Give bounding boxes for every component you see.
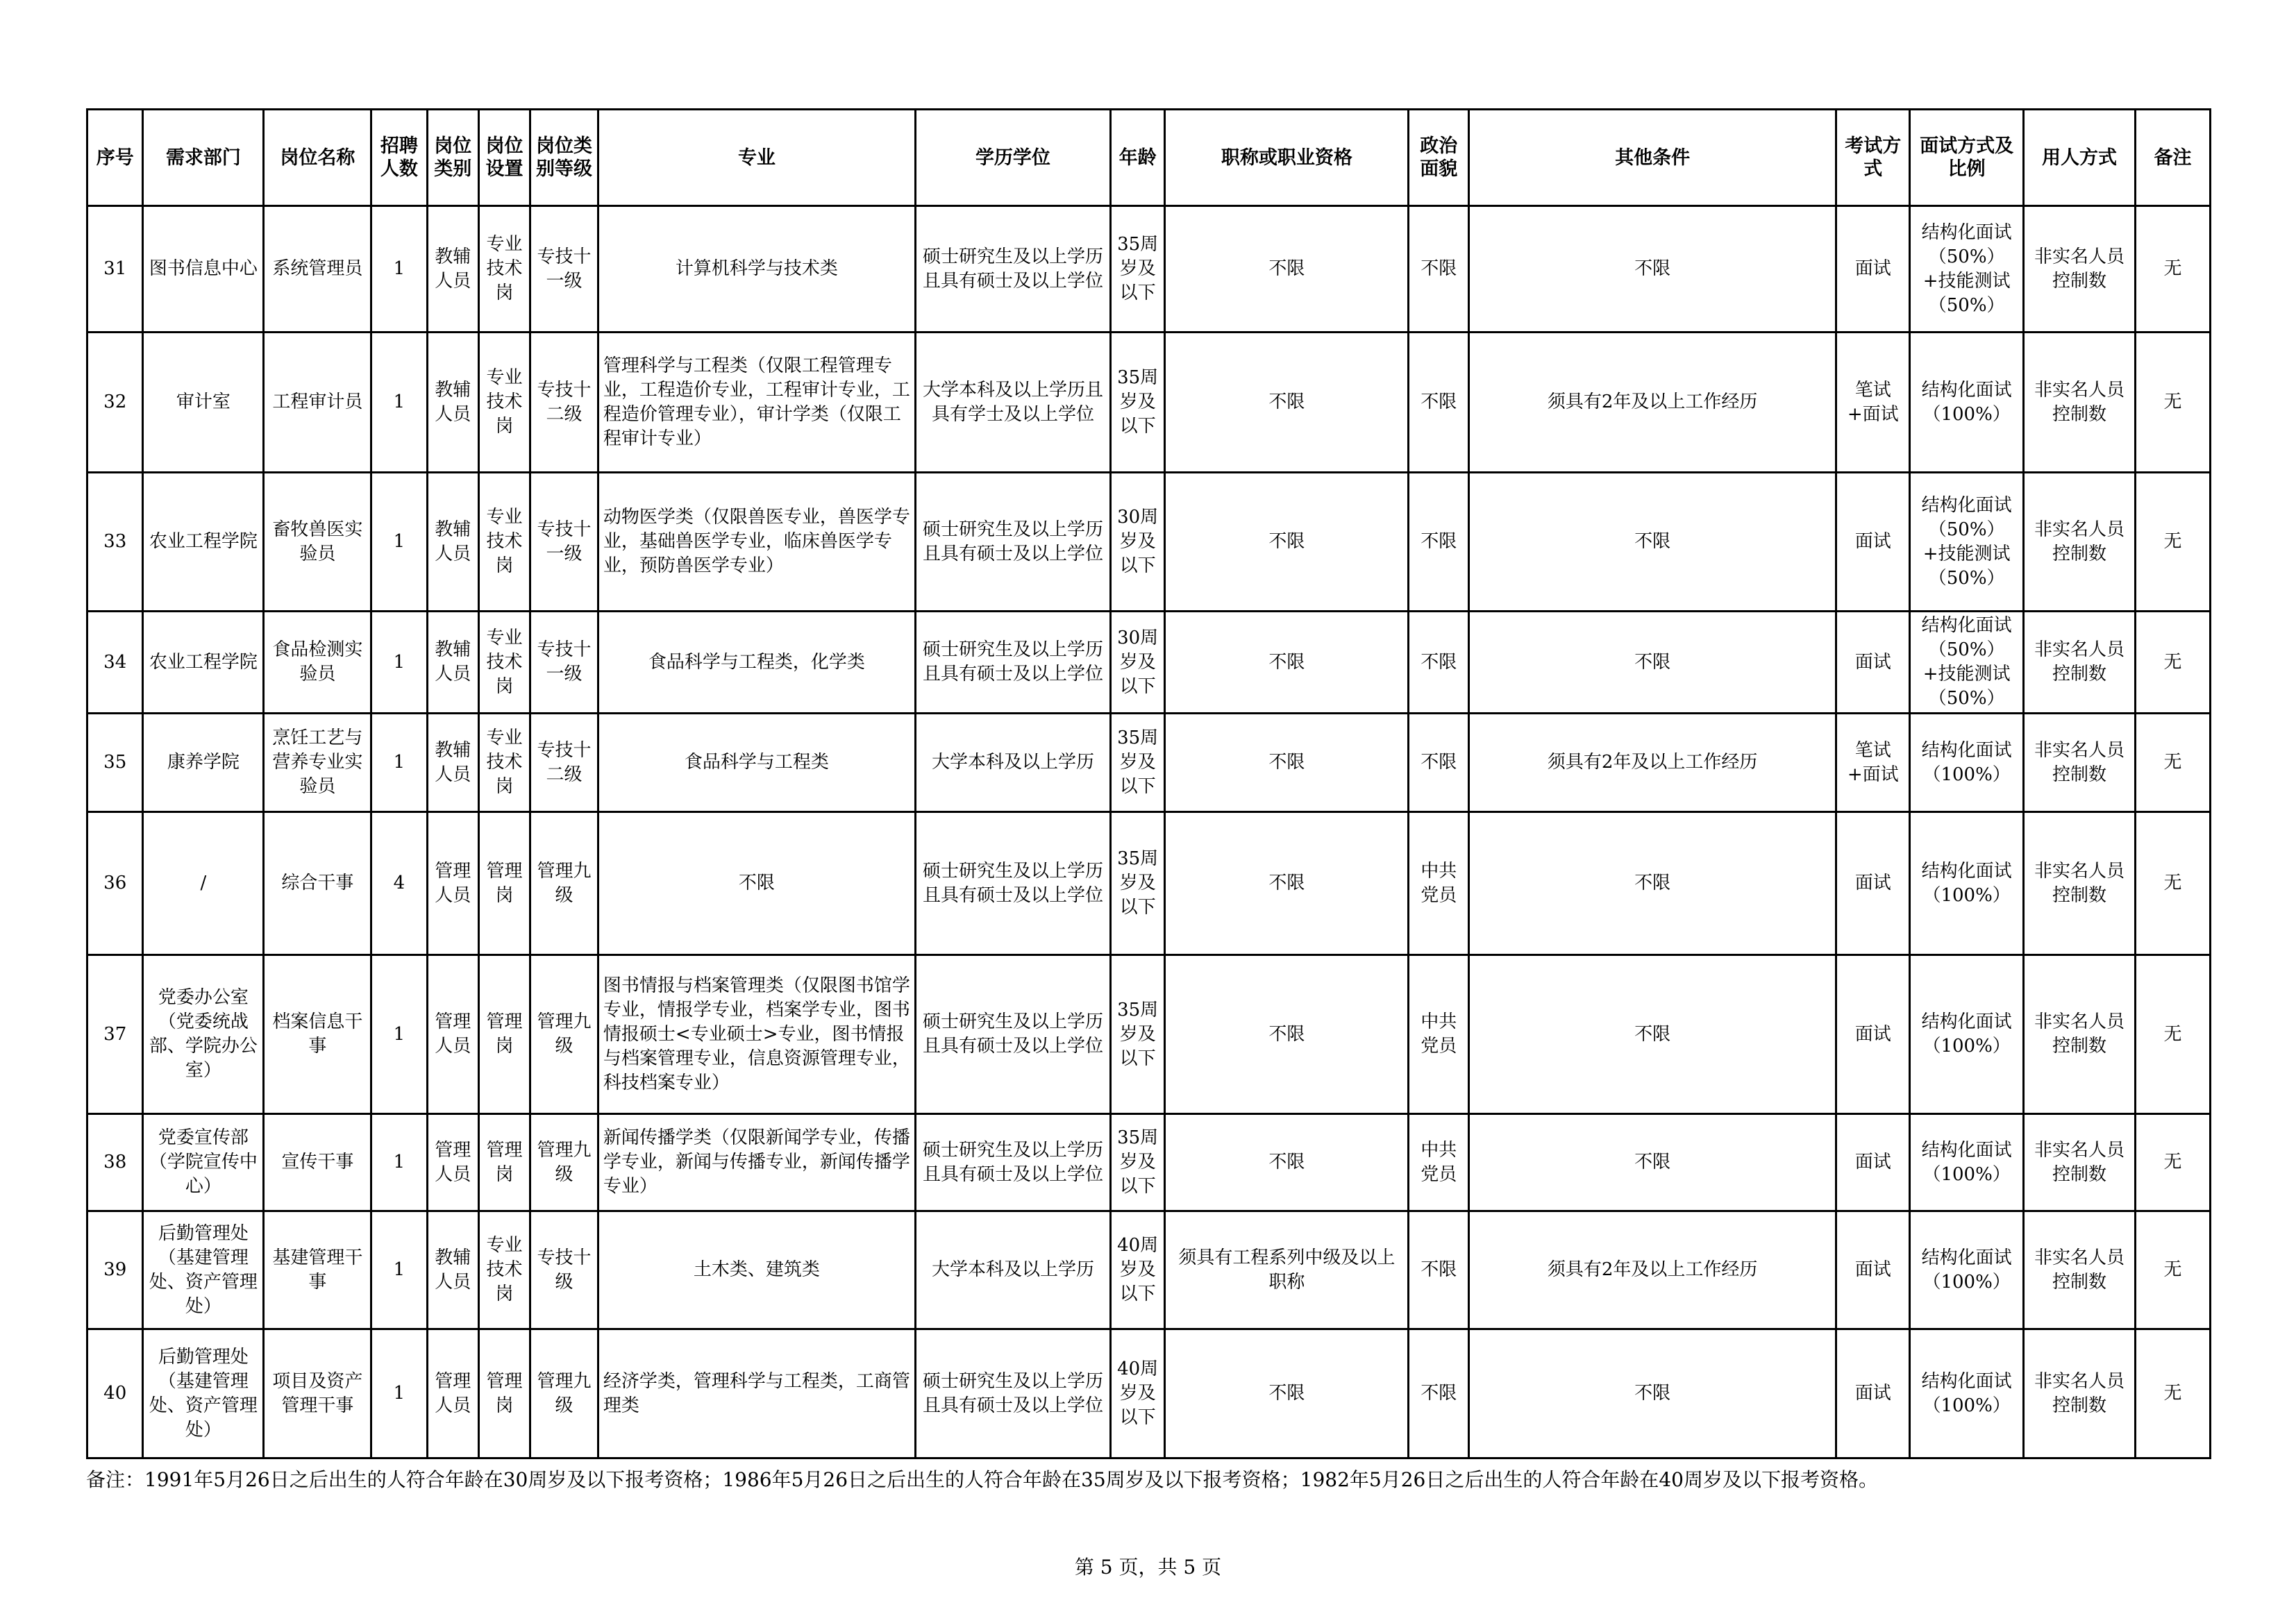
cell-title: 须具有工程系列中级及以上职称	[1165, 1211, 1409, 1329]
cell-remark: 无	[2135, 1329, 2210, 1458]
cell-remark: 无	[2135, 333, 2210, 473]
cell-count: 1	[371, 473, 427, 612]
cell-level: 管理九级	[530, 1114, 598, 1211]
header-cell: 招聘人数	[371, 110, 427, 206]
cell-post: 项目及资产管理干事	[264, 1329, 371, 1458]
cell-title: 不限	[1165, 333, 1409, 473]
header-cell: 考试方式	[1836, 110, 1910, 206]
cell-count: 1	[371, 714, 427, 812]
cell-edu: 硕士研究生及以上学历且具有硕士及以上学位	[915, 206, 1110, 333]
recruitment-table	[86, 108, 2211, 1459]
cell-political: 不限	[1409, 206, 1469, 333]
cell-dept: 审计室	[143, 333, 264, 473]
cell-cat: 教辅人员	[427, 333, 478, 473]
cell-count: 1	[371, 955, 427, 1114]
footnote: 备注：1991年5月26日之后出生的人符合年龄在30周岁及以下报考资格；1986年5月26日之后出生的人符合年龄在35周岁及以下报考资格；1982年5月26日之后出生的人符合年龄在40周岁及以下报考资格。	[86, 1468, 1878, 1491]
cell-edu: 硕士研究生及以上学历且具有硕士及以上学位	[915, 812, 1110, 955]
cell-title: 不限	[1165, 714, 1409, 812]
cell-cat: 管理人员	[427, 812, 478, 955]
cell-age: 35周岁及以下	[1110, 714, 1164, 812]
cell-title: 不限	[1165, 473, 1409, 612]
cell-exam: 面试	[1836, 473, 1910, 612]
cell-setting: 管理岗	[478, 812, 530, 955]
cell-setting: 专业技术岗	[478, 206, 530, 333]
cell-age: 35周岁及以下	[1110, 333, 1164, 473]
table-row	[87, 612, 2211, 714]
cell-remark: 无	[2135, 714, 2210, 812]
cell-post: 食品检测实验员	[264, 612, 371, 714]
cell-level: 专技十一级	[530, 206, 598, 333]
cell-other: 不限	[1469, 955, 1836, 1114]
cell-dept: 康养学院	[143, 714, 264, 812]
cell-edu: 硕士研究生及以上学历且具有硕士及以上学位	[915, 1114, 1110, 1211]
cell-age: 40周岁及以下	[1110, 1211, 1164, 1329]
cell-major: 计算机科学与技术类	[598, 206, 915, 333]
header-cell: 备注	[2135, 110, 2210, 206]
cell-no: 32	[87, 333, 143, 473]
cell-level: 专技十二级	[530, 714, 598, 812]
header-cell: 序号	[87, 110, 143, 206]
header-cell: 用人方式	[2024, 110, 2136, 206]
cell-interview: 结构化面试（50%）+技能测试（50%）	[1910, 206, 2024, 333]
cell-other: 不限	[1469, 612, 1836, 714]
header-row	[87, 110, 2211, 206]
header-cell: 其他条件	[1469, 110, 1836, 206]
cell-employ: 非实名人员控制数	[2024, 955, 2136, 1114]
cell-setting: 管理岗	[478, 955, 530, 1114]
cell-age: 30周岁及以下	[1110, 612, 1164, 714]
header-cell: 岗位设置	[478, 110, 530, 206]
cell-other: 不限	[1469, 1329, 1836, 1458]
cell-political: 不限	[1409, 612, 1469, 714]
cell-post: 档案信息干事	[264, 955, 371, 1114]
cell-level: 专技十一级	[530, 473, 598, 612]
cell-setting: 专业技术岗	[478, 714, 530, 812]
cell-remark: 无	[2135, 1114, 2210, 1211]
cell-age: 35周岁及以下	[1110, 1114, 1164, 1211]
cell-major: 动物医学类（仅限兽医专业，兽医学专业，基础兽医学专业，临床兽医学专业，预防兽医学专业）	[598, 473, 915, 612]
cell-exam: 面试	[1836, 206, 1910, 333]
cell-major: 新闻传播学类（仅限新闻学专业，传播学专业，新闻与传播专业，新闻传播学专业）	[598, 1114, 915, 1211]
cell-cat: 管理人员	[427, 1114, 478, 1211]
cell-exam: 面试	[1836, 1114, 1910, 1211]
table-row	[87, 955, 2211, 1114]
cell-remark: 无	[2135, 473, 2210, 612]
cell-exam: 面试	[1836, 812, 1910, 955]
cell-dept: 农业工程学院	[143, 612, 264, 714]
cell-no: 35	[87, 714, 143, 812]
cell-title: 不限	[1165, 612, 1409, 714]
cell-edu: 硕士研究生及以上学历且具有硕士及以上学位	[915, 473, 1110, 612]
header-cell: 面试方式及比例	[1910, 110, 2024, 206]
cell-interview: 结构化面试（100%）	[1910, 812, 2024, 955]
cell-cat: 教辅人员	[427, 206, 478, 333]
cell-other: 须具有2年及以上工作经历	[1469, 1211, 1836, 1329]
cell-political: 中共党员	[1409, 955, 1469, 1114]
cell-count: 1	[371, 1114, 427, 1211]
cell-major: 不限	[598, 812, 915, 955]
cell-political: 不限	[1409, 1329, 1469, 1458]
cell-edu: 硕士研究生及以上学历且具有硕士及以上学位	[915, 955, 1110, 1114]
table-row	[87, 1114, 2211, 1211]
cell-remark: 无	[2135, 612, 2210, 714]
cell-count: 1	[371, 206, 427, 333]
cell-level: 管理九级	[530, 812, 598, 955]
cell-level: 管理九级	[530, 1329, 598, 1458]
cell-political: 不限	[1409, 333, 1469, 473]
cell-title: 不限	[1165, 1114, 1409, 1211]
header-cell: 岗位名称	[264, 110, 371, 206]
cell-level: 专技十一级	[530, 612, 598, 714]
cell-edu: 大学本科及以上学历	[915, 1211, 1110, 1329]
cell-interview: 结构化面试（100%）	[1910, 333, 2024, 473]
cell-political: 中共党员	[1409, 1114, 1469, 1211]
cell-title: 不限	[1165, 955, 1409, 1114]
cell-major: 食品科学与工程类，化学类	[598, 612, 915, 714]
cell-dept: 图书信息中心	[143, 206, 264, 333]
cell-interview: 结构化面试（100%）	[1910, 1114, 2024, 1211]
cell-no: 40	[87, 1329, 143, 1458]
cell-major: 图书情报与档案管理类（仅限图书馆学专业，情报学专业，档案学专业，图书情报硕士<专业硕士>专业，图书情报与档案管理专业，信息资源管理专业，科技档案专业）	[598, 955, 915, 1114]
cell-employ: 非实名人员控制数	[2024, 714, 2136, 812]
cell-other: 不限	[1469, 206, 1836, 333]
header-cell: 学历学位	[915, 110, 1110, 206]
cell-cat: 管理人员	[427, 1329, 478, 1458]
cell-remark: 无	[2135, 206, 2210, 333]
cell-count: 1	[371, 612, 427, 714]
cell-level: 专技十二级	[530, 333, 598, 473]
table-row	[87, 333, 2211, 473]
cell-interview: 结构化面试（100%）	[1910, 714, 2024, 812]
cell-other: 不限	[1469, 812, 1836, 955]
table-body	[87, 206, 2211, 1458]
cell-edu: 大学本科及以上学历	[915, 714, 1110, 812]
cell-no: 34	[87, 612, 143, 714]
cell-post: 烹饪工艺与营养专业实验员	[264, 714, 371, 812]
cell-remark: 无	[2135, 1211, 2210, 1329]
cell-remark: 无	[2135, 812, 2210, 955]
cell-title: 不限	[1165, 206, 1409, 333]
header-cell: 岗位类别等级	[530, 110, 598, 206]
cell-cat: 教辅人员	[427, 1211, 478, 1329]
cell-post: 系统管理员	[264, 206, 371, 333]
cell-employ: 非实名人员控制数	[2024, 473, 2136, 612]
cell-political: 不限	[1409, 1211, 1469, 1329]
table-row	[87, 473, 2211, 612]
header-cell: 政治面貌	[1409, 110, 1469, 206]
cell-political: 中共党员	[1409, 812, 1469, 955]
cell-dept: 党委宣传部（学院宣传中心）	[143, 1114, 264, 1211]
header-cell: 岗位类别	[427, 110, 478, 206]
cell-no: 39	[87, 1211, 143, 1329]
cell-no: 38	[87, 1114, 143, 1211]
table-row	[87, 714, 2211, 812]
cell-interview: 结构化面试（50%）+技能测试（50%）	[1910, 473, 2024, 612]
cell-cat: 教辅人员	[427, 612, 478, 714]
cell-employ: 非实名人员控制数	[2024, 206, 2136, 333]
cell-dept: 党委办公室（党委统战部、学院办公室）	[143, 955, 264, 1114]
cell-no: 36	[87, 812, 143, 955]
cell-dept: /	[143, 812, 264, 955]
cell-setting: 专业技术岗	[478, 1211, 530, 1329]
header-cell: 专业	[598, 110, 915, 206]
cell-exam: 面试	[1836, 955, 1910, 1114]
cell-major: 经济学类，管理科学与工程类，工商管理类	[598, 1329, 915, 1458]
cell-employ: 非实名人员控制数	[2024, 1329, 2136, 1458]
cell-title: 不限	[1165, 1329, 1409, 1458]
cell-exam: 面试	[1836, 612, 1910, 714]
cell-interview: 结构化面试（100%）	[1910, 955, 2024, 1114]
cell-count: 4	[371, 812, 427, 955]
cell-post: 工程审计员	[264, 333, 371, 473]
table-row	[87, 812, 2211, 955]
cell-no: 33	[87, 473, 143, 612]
cell-no: 37	[87, 955, 143, 1114]
cell-exam: 面试	[1836, 1329, 1910, 1458]
cell-dept: 后勤管理处（基建管理处、资产管理处）	[143, 1329, 264, 1458]
cell-post: 基建管理干事	[264, 1211, 371, 1329]
cell-employ: 非实名人员控制数	[2024, 1211, 2136, 1329]
cell-age: 40周岁及以下	[1110, 1329, 1164, 1458]
cell-cat: 教辅人员	[427, 473, 478, 612]
cell-exam: 笔试+面试	[1836, 714, 1910, 812]
cell-edu: 硕士研究生及以上学历且具有硕士及以上学位	[915, 612, 1110, 714]
cell-edu: 大学本科及以上学历且具有学士及以上学位	[915, 333, 1110, 473]
page-number: 第 5 页，共 5 页	[1074, 1556, 1222, 1579]
cell-exam: 面试	[1836, 1211, 1910, 1329]
cell-age: 35周岁及以下	[1110, 955, 1164, 1114]
cell-age: 30周岁及以下	[1110, 473, 1164, 612]
cell-setting: 专业技术岗	[478, 473, 530, 612]
cell-count: 1	[371, 1211, 427, 1329]
cell-level: 专技十级	[530, 1211, 598, 1329]
cell-other: 须具有2年及以上工作经历	[1469, 333, 1836, 473]
cell-post: 综合干事	[264, 812, 371, 955]
cell-other: 不限	[1469, 1114, 1836, 1211]
cell-setting: 专业技术岗	[478, 333, 530, 473]
cell-post: 畜牧兽医实验员	[264, 473, 371, 612]
header-cell: 需求部门	[143, 110, 264, 206]
table-row	[87, 206, 2211, 333]
cell-setting: 专业技术岗	[478, 612, 530, 714]
cell-post: 宣传干事	[264, 1114, 371, 1211]
cell-cat: 管理人员	[427, 955, 478, 1114]
header-cell: 年龄	[1110, 110, 1164, 206]
cell-interview: 结构化面试（100%）	[1910, 1211, 2024, 1329]
cell-remark: 无	[2135, 955, 2210, 1114]
cell-title: 不限	[1165, 812, 1409, 955]
cell-dept: 后勤管理处（基建管理处、资产管理处）	[143, 1211, 264, 1329]
cell-employ: 非实名人员控制数	[2024, 333, 2136, 473]
cell-political: 不限	[1409, 714, 1469, 812]
cell-count: 1	[371, 1329, 427, 1458]
cell-age: 35周岁及以下	[1110, 812, 1164, 955]
cell-political: 不限	[1409, 473, 1469, 612]
cell-edu: 硕士研究生及以上学历且具有硕士及以上学位	[915, 1329, 1110, 1458]
cell-interview: 结构化面试（50%）+技能测试（50%）	[1910, 612, 2024, 714]
cell-no: 31	[87, 206, 143, 333]
cell-other: 不限	[1469, 473, 1836, 612]
cell-setting: 管理岗	[478, 1329, 530, 1458]
cell-employ: 非实名人员控制数	[2024, 1114, 2136, 1211]
cell-major: 食品科学与工程类	[598, 714, 915, 812]
cell-employ: 非实名人员控制数	[2024, 612, 2136, 714]
cell-dept: 农业工程学院	[143, 473, 264, 612]
header-cell: 职称或职业资格	[1165, 110, 1409, 206]
cell-level: 管理九级	[530, 955, 598, 1114]
cell-setting: 管理岗	[478, 1114, 530, 1211]
cell-major: 土木类、建筑类	[598, 1211, 915, 1329]
cell-age: 35周岁及以下	[1110, 206, 1164, 333]
cell-major: 管理科学与工程类（仅限工程管理专业，工程造价专业，工程审计专业，工程造价管理专业），审计学类（仅限工程审计专业）	[598, 333, 915, 473]
cell-cat: 教辅人员	[427, 714, 478, 812]
cell-interview: 结构化面试（100%）	[1910, 1329, 2024, 1458]
cell-employ: 非实名人员控制数	[2024, 812, 2136, 955]
cell-count: 1	[371, 333, 427, 473]
cell-exam: 笔试+面试	[1836, 333, 1910, 473]
table-row	[87, 1211, 2211, 1329]
cell-other: 须具有2年及以上工作经历	[1469, 714, 1836, 812]
table-row	[87, 1329, 2211, 1458]
